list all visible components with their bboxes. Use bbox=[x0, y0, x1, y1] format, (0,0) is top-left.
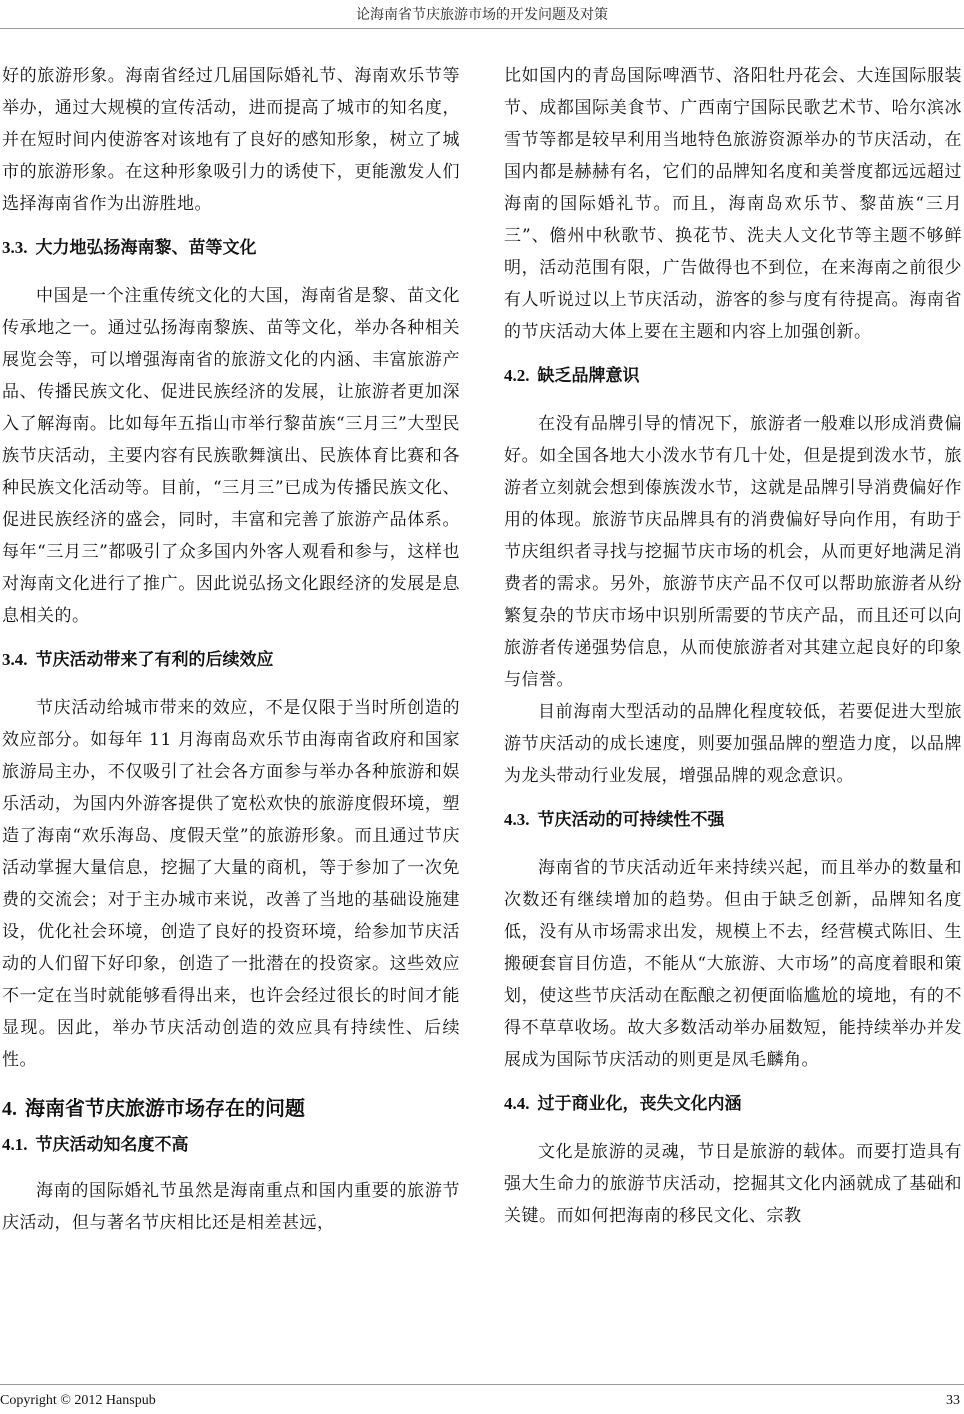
heading-text: 节庆活动知名度不高 bbox=[35, 1135, 189, 1155]
heading-4-3 bbox=[504, 808, 962, 832]
heading-number: 3.3. bbox=[2, 238, 28, 257]
footer-rule bbox=[0, 1384, 964, 1385]
heading-number: 4. bbox=[2, 1098, 17, 1120]
heading-text: 海南省节庆旅游市场存在的问题 bbox=[25, 1096, 305, 1120]
right-column bbox=[504, 60, 962, 1232]
heading-number: 4.3. bbox=[504, 810, 530, 829]
heading-4-1 bbox=[2, 1133, 460, 1157]
heading-text: 缺乏品牌意识 bbox=[537, 366, 640, 386]
page-number: 33 bbox=[946, 1393, 960, 1408]
paragraph-4-1-continued: 比如国内的青岛国际啤酒节、洛阳牡丹花会、大连国际服装节、成都国际美食节、广西南宁国际民歌艺术节、哈尔滨冰雪节等都是较早利用当地特色旅游资源举办的节庆活动，在国内都是赫赫有名，它们的品牌知名度和美誉度都远远超过海南的国际婚礼节。而且，海南岛欢乐节、黎苗族“三月三”、儋州中秋歌节、换花节、洗夫人文化节等主题不够鲜明，活动范围有限，广告做得也不到位，在来海南之前很少有人听说过以上节庆活动，游客的参与度有待提高。海南省的节庆活动大体上要在主题和内容上加强创新。 bbox=[504, 66, 962, 342]
paragraph-3-4: 节庆活动给城市带来的效应，不是仅限于当时所创造的效应部分。如每年 11 月海南岛欢乐节由海南省政府和国家旅游局主办，不仅吸引了社会各方面参与举办各种旅游和娱乐活动，为国内外游客提供了宽松欢快的旅游度假环境，塑造了海南“欢乐海岛、度假天堂”的旅游形象。而且通过节庆活动掌握大量信息，挖掘了大量的商机，等于参加了一次免费的交流会；对于主办城市来说，改善了当地的基础设施建设，优化社会环境，创造了良好的投资环境，给参加节庆活动的人们留下好印象，创造了一批潜在的投资家。这些效应不一定在当时就能够看得出来，也许会经过很长的时间才能显现。因此，举办节庆活动创造的效应具有持续性、后续性。 bbox=[2, 698, 460, 1070]
heading-number: 4.2. bbox=[504, 366, 530, 385]
paragraph-intro: 好的旅游形象。海南省经过几届国际婚礼节、海南欢乐节等举办，通过大规模的宣传活动，进而提高了城市的知名度，并在短时间内使游客对该地有了良好的感知形象，树立了城市的旅游形象。在这种形象吸引力的诱使下，更能激发人们选择海南省作为出游胜地。 bbox=[2, 66, 460, 214]
heading-text: 大力地弘扬海南黎、苗等文化 bbox=[35, 238, 257, 258]
copyright-notice: Copyright © 2012 Hanspub bbox=[0, 1393, 156, 1408]
heading-4-2 bbox=[504, 364, 962, 388]
heading-section-4 bbox=[2, 1094, 460, 1123]
paragraph-4-3: 海南省的节庆活动近年来持续兴起，而且举办的数量和次数还有继续增加的趋势。但由于缺乏创新，品牌知名度低，没有从市场需求出发，规模上不去，经营模式陈旧、生搬硬套盲目仿造，不能从“大旅游、大市场”的高度着眼和策划，使这些节庆活动在酝酿之初便面临尴尬的境地，有的不得不草草收场。故大多数活动举办届数短，能持续举办并发展成为国际节庆活动的则更是凤毛麟角。 bbox=[504, 858, 962, 1070]
heading-number: 3.4. bbox=[2, 650, 28, 669]
paragraph-3-3: 中国是一个注重传统文化的大国，海南省是黎、苗文化传承地之一。通过弘扬海南黎族、苗等文化，举办各种相关展览会等，可以增强海南省的旅游文化的内涵、丰富旅游产品、传播民族文化、促进民族经济的发展，让旅游者更加深入了解海南。比如每年五指山市举行黎苗族“三月三”大型民族节庆活动，主要内容有民族歌舞演出、民族体育比赛和各种民族文化活动等。目前，“三月三”已成为传播民族文化、促进民族经济的盛会，同时，丰富和完善了旅游产品体系。每年“三月三”都吸引了众多国内外客人观看和参与，这样也对海南文化进行了推广。因此说弘扬文化跟经济的发展是息息相关的。 bbox=[2, 286, 460, 626]
heading-text: 节庆活动带来了有利的后续效应 bbox=[35, 650, 274, 670]
heading-3-4 bbox=[2, 648, 460, 672]
running-title: 论海南省节庆旅游市场的开发问题及对策 bbox=[356, 7, 608, 23]
heading-text: 节庆活动的可持续性不强 bbox=[537, 810, 725, 830]
paragraph-4-1: 海南的国际婚礼节虽然是海南重点和国内重要的旅游节庆活动，但与著名节庆相比还是相差甚远， bbox=[2, 1181, 460, 1233]
heading-3-3 bbox=[2, 236, 460, 260]
heading-4-4 bbox=[504, 1092, 962, 1116]
header-rule bbox=[0, 28, 964, 29]
paragraph-4-4: 文化是旅游的灵魂，节日是旅游的载体。而要打造具有强大生命力的旅游节庆活动，挖掘其文化内涵就成了基础和关键。而如何把海南的移民文化、宗教 bbox=[504, 1142, 962, 1226]
paragraph-4-2-a: 在没有品牌引导的情况下，旅游者一般难以形成消费偏好。如全国各地大小泼水节有几十处，但是提到泼水节，旅游者立刻就会想到傣族泼水节，这就是品牌引导消费偏好作用的体现。旅游节庆品牌具有的消费偏好导向作用，有助于节庆组织者寻找与挖掘节庆市场的机会，从而更好地满足消费者的需求。另外，旅游节庆产品不仅可以帮助旅游者从纷繁复杂的节庆市场中识别所需要的节庆产品，而且还可以向旅游者传递强势信息，从而使旅游者对其建立起良好的印象与信誉。 bbox=[504, 414, 962, 690]
paragraph-4-2-b: 目前海南大型活动的品牌化程度较低，若要促进大型旅游节庆活动的成长速度，则要加强品牌的塑造力度，以品牌为龙头带动行业发展，增强品牌的观念意识。 bbox=[504, 702, 962, 786]
heading-number: 4.4. bbox=[504, 1094, 530, 1113]
heading-text: 过于商业化，丧失文化内涵 bbox=[537, 1094, 742, 1114]
left-column bbox=[2, 60, 460, 1239]
heading-number: 4.1. bbox=[2, 1135, 28, 1154]
